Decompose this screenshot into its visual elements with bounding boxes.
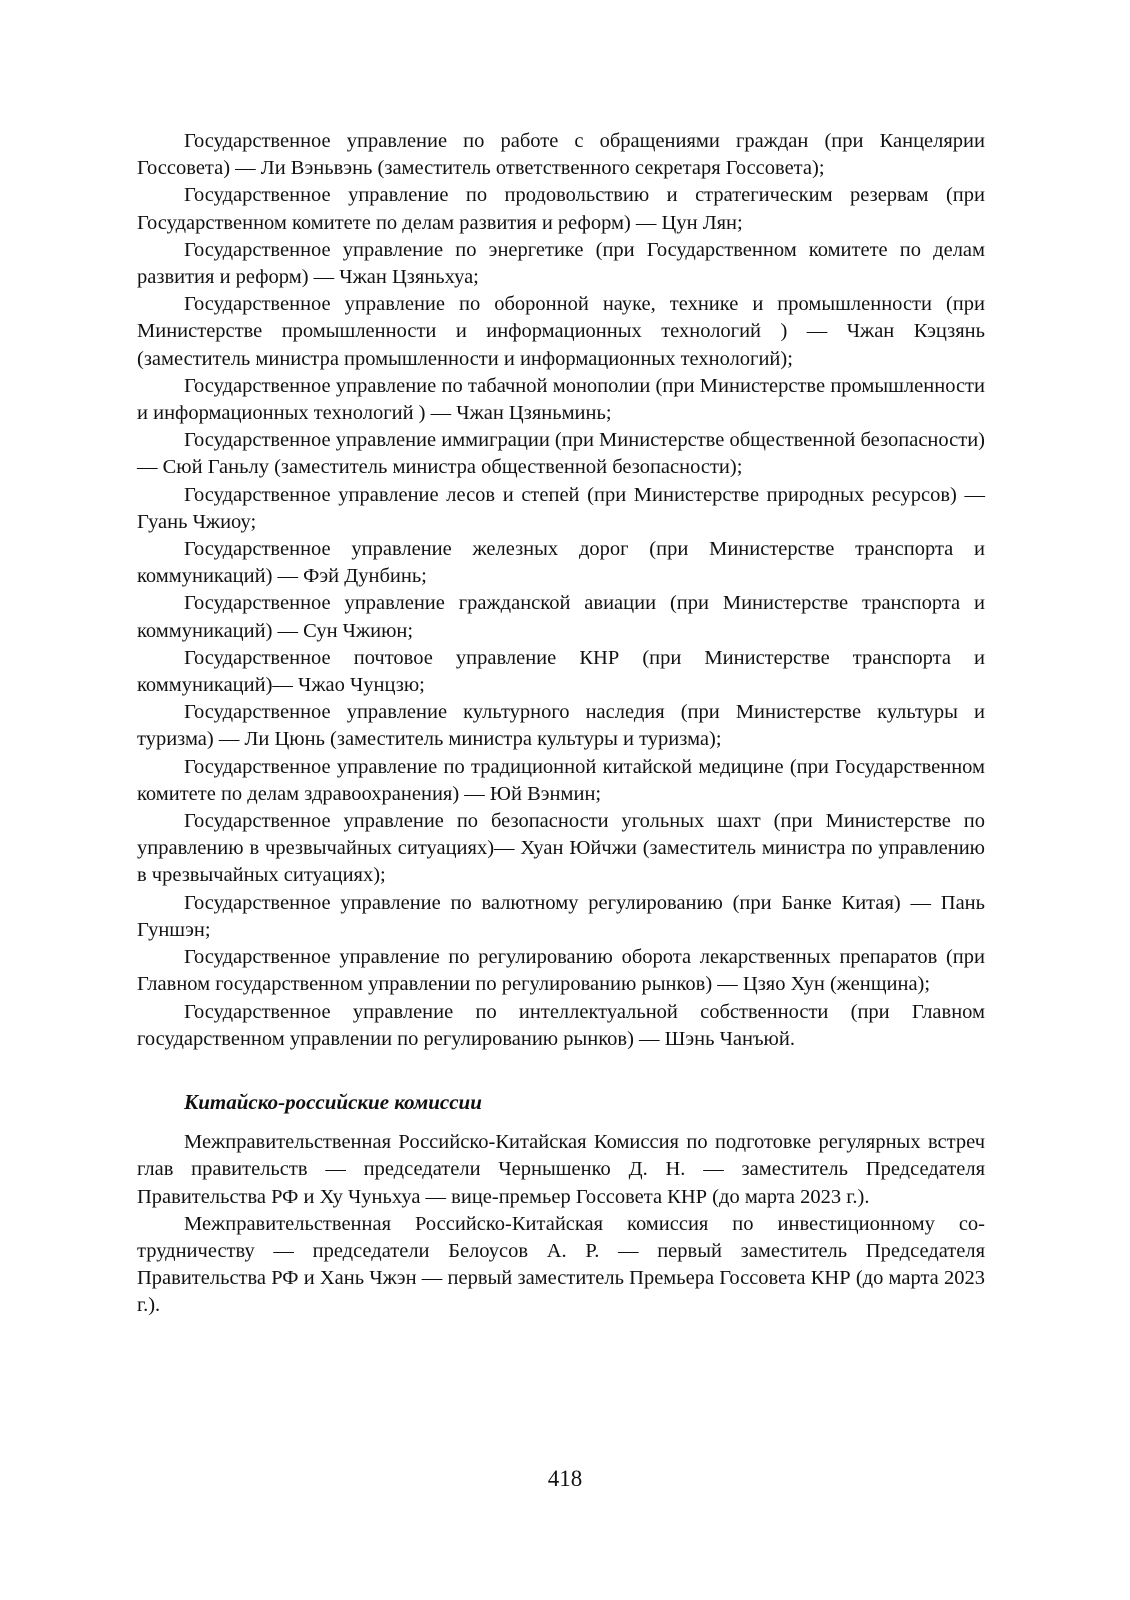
paragraph: Государственное управление по энергетике (при Государственном комитете по делам развития и реформ) — Чжан Цзяньхуа; [137,238,985,289]
paragraph: Государственное управление гражданской авиации (при Министерстве транспорта и коммуникаций) — Сун Чжиюн; [137,592,985,642]
paragraph: Государственное управление по табачной монополии (при Министерстве промышленности и информационных технологий ) — Чжан Цзяньминь; [137,374,985,425]
paragraph: Государственное почтовое управление КНР (при Министерстве транспорта и коммуникаций)— Чжао Чунцзю; [137,646,985,697]
paragraph: Государственное управление культурного наследия (при Министерстве культуры и туризма) — Ли Цюнь (заместитель министра культуры и туризма); [137,701,985,751]
paragraph: Межправительственная Российско-Китайская Комиссия по подготовке регулярных встреч глав правительств — председатели Чернышенко Д. Н. — заместитель Председателя Правительства РФ и Ху Чуньхуа — вице-премьер Госсовета КНР (до марта 2023 г.). [137,1131,985,1208]
paragraph: Государственное управление по продовольствию и стратегическим резервам (при Государственном комитете по делам развития и реформ) — Цун Лян; [137,184,985,234]
page-number: 418 [547,1466,583,1491]
paragraph: Государственное управление по интеллектуальной собственности (при Главном государственном управлении по регулированию рынков) — Шэнь Чанъюй. [137,1000,985,1050]
paragraph: Государственное управление по оборонной науке, технике и промышленности (при Министерстве промышленности и информационных технологий ) — Чжан Кэцзянь (заместитель министра промышленности и информационных технологий); [137,293,985,370]
main-text [137,128,985,1320]
paragraph: Государственное управление по работе с обращениями граждан (при Канцелярии Госсовета) — Ли Вэньвэнь (заместитель ответственного секретаря Госсовета); [137,130,985,180]
paragraph: Межправительственная Российско-Китайская комиссия по инвестиционному сотрудничеству — председатели Белоусов А. Р. — первый заместитель Председателя Правительства РФ и Хань Чжэн — первый заместитель Премьера Госсовета КНР (до марта 2023 г.). [137,1212,985,1317]
paragraph: Государственное управление по безопасности угольных шахт (при Министерстве по управлению в чрезвычайных ситуациях)— Хуан Юйчжи (заместитель министра по управлению в чрезвычайных ситуациях); [137,810,985,887]
section-heading: Китайско-российские комиссии [184,1089,482,1114]
paragraph: Государственное управление лесов и степей (при Министерстве природных ресурсов) — Гуань Чжиоу; [137,483,985,533]
paragraph: Государственное управление иммиграции (при Министерстве общественной безопасности) — Сюй Ганьлу (заместитель министра общественной безопасности); [137,429,986,479]
paragraph: Государственное управление по регулированию оборота лекарственных препаратов (при Главном государственном управлении по регулированию рынков) — Цзяо Хун (женщина); [137,946,985,996]
paragraph: Государственное управление по валютному регулированию (при Банке Китая) — Пань Гуншэн; [137,891,985,941]
paragraph: Государственное управление по традиционной китайской медицине (при Государственном комитете по делам здравоохранения) — Юй Вэнмин; [137,755,985,805]
paragraph: Государственное управление железных дорог (при Министерстве транспорта и коммуникаций) — Фэй Дунбинь; [137,538,985,588]
